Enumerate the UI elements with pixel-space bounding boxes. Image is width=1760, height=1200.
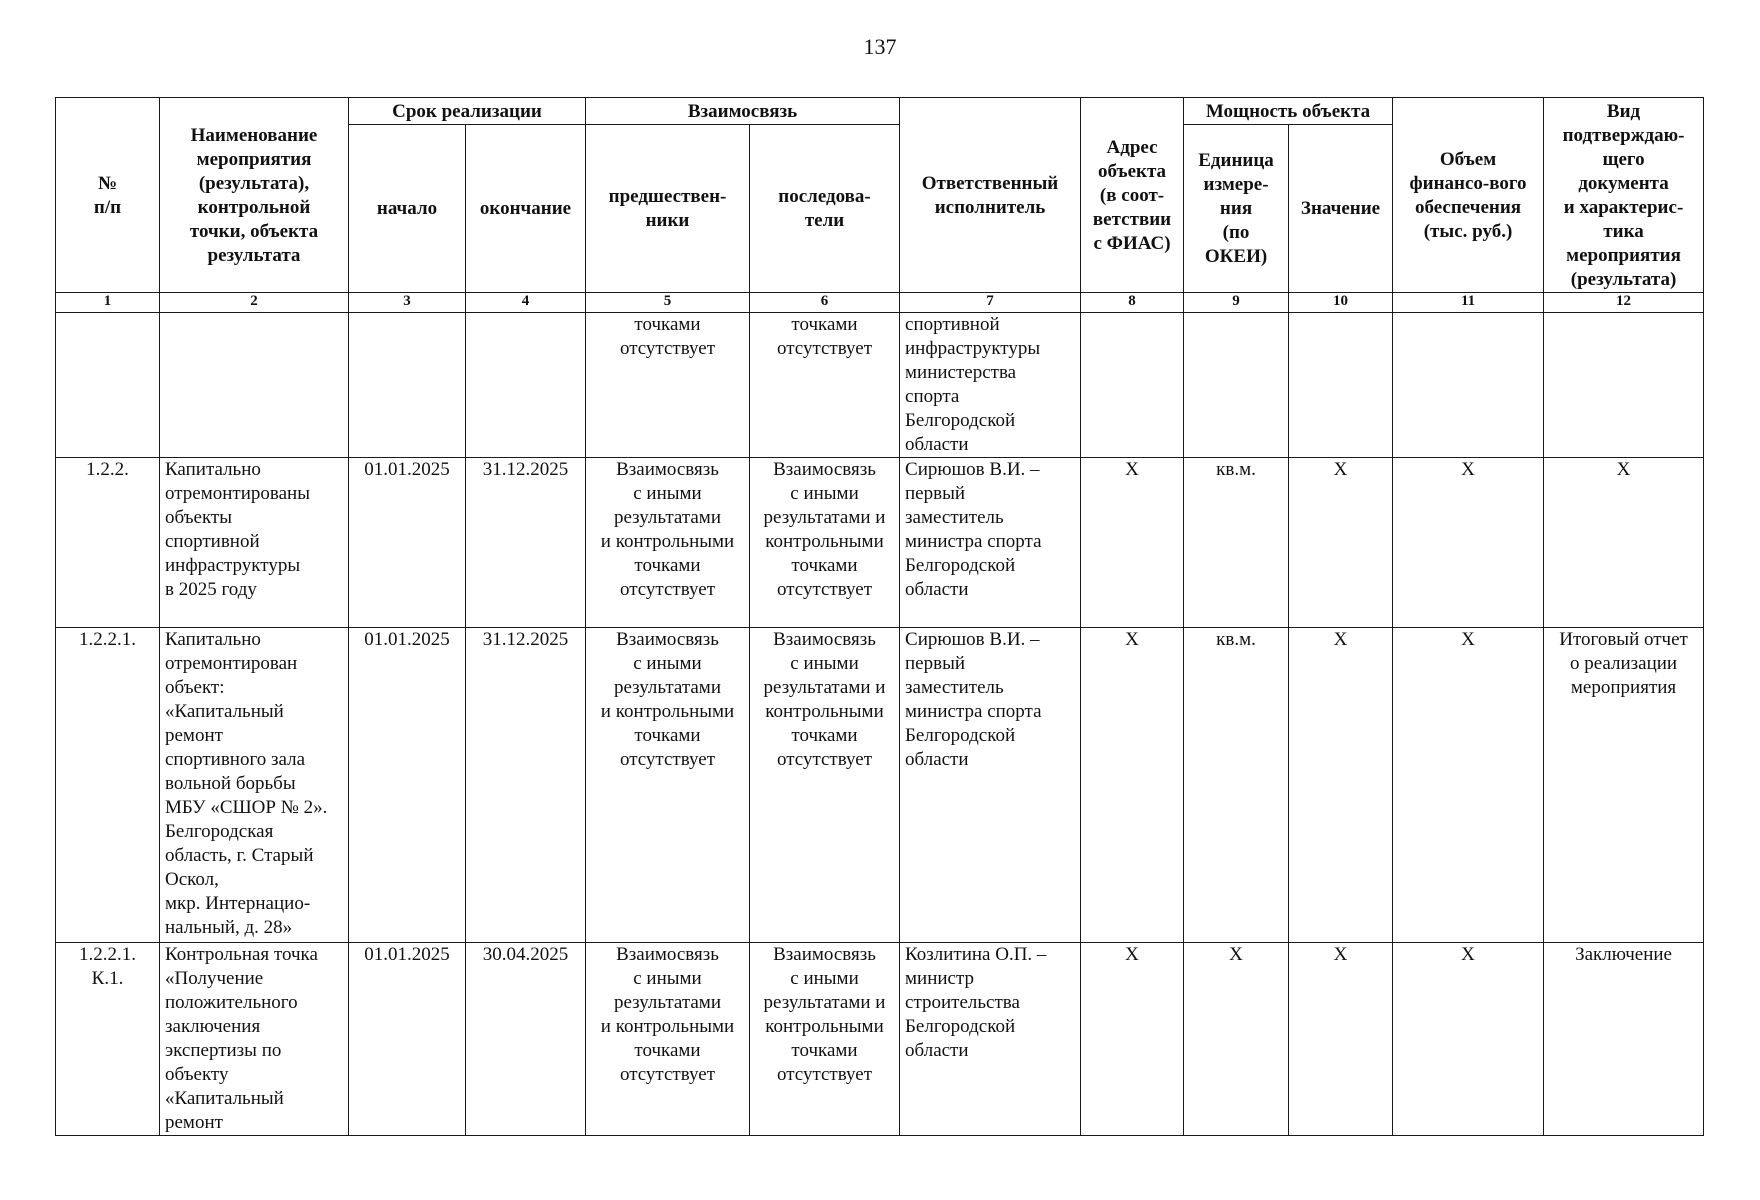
header-relation-next: последова- тели: [750, 125, 900, 293]
header-name: Наименование мероприятия (результата), контрольной точки, объекта результата: [160, 98, 349, 293]
header-value: Значение: [1289, 125, 1393, 293]
cell-unit: X: [1184, 943, 1289, 1136]
col-number: 4: [466, 293, 586, 313]
cell-num: 1.2.2.: [56, 458, 160, 628]
header-relation-prev: предшествен- ники: [586, 125, 750, 293]
cell-prev: Взаимосвязь с иными результатами и контрольными точками отсутствует: [586, 458, 750, 628]
cell-doc: [1544, 313, 1704, 458]
cell-name: Капитально отремонтирован объект: «Капитальный ремонт спортивного зала вольной борьбы МБУ «СШОР № 2». Белгородская область, г. Старый Оскол, мкр. Интернацио- нальный, д. 28»: [160, 628, 349, 943]
cell-name: Контрольная точка «Получение положительного заключения экспертизы по объекту «Капитальный ремонт: [160, 943, 349, 1136]
cell-next: Взаимосвязь с иными результатами и контрольными точками отсутствует: [750, 943, 900, 1136]
table-header: [56, 98, 1704, 313]
header-capacity-group: Мощность объекта: [1184, 98, 1393, 125]
cell-value: [1289, 313, 1393, 458]
cell-doc: Заключение: [1544, 943, 1704, 1136]
cell-start: 01.01.2025: [349, 943, 466, 1136]
cell-prev: Взаимосвязь с иными результатами и контрольными точками отсутствует: [586, 943, 750, 1136]
header-unit: Единица измере- ния (по ОКЕИ): [1184, 125, 1289, 293]
cell-value: X: [1289, 458, 1393, 628]
cell-name: Капитально отремонтированы объекты спортивной инфраструктуры в 2025 году: [160, 458, 349, 628]
header-period-group: Срок реализации: [349, 98, 586, 125]
table-row: [56, 943, 1704, 1136]
cell-value: X: [1289, 943, 1393, 1136]
cell-address: X: [1081, 458, 1184, 628]
column-number-row: [56, 293, 1704, 313]
cell-finance: X: [1393, 628, 1544, 943]
cell-unit: кв.м.: [1184, 458, 1289, 628]
col-number: 8: [1081, 293, 1184, 313]
col-number: 3: [349, 293, 466, 313]
cell-unit: кв.м.: [1184, 628, 1289, 943]
cell-value: X: [1289, 628, 1393, 943]
cell-address: X: [1081, 628, 1184, 943]
col-number: 12: [1544, 293, 1704, 313]
col-number: 1: [56, 293, 160, 313]
cell-prev: точками отсутствует: [586, 313, 750, 458]
cell-doc: Итоговый отчет о реализации мероприятия: [1544, 628, 1704, 943]
col-number: 5: [586, 293, 750, 313]
cell-name: [160, 313, 349, 458]
header-relation-group: Взаимосвязь: [586, 98, 900, 125]
col-number: 2: [160, 293, 349, 313]
table-row: [56, 313, 1704, 458]
cell-responsible: спортивной инфраструктуры министерства спорта Белгородской области: [900, 313, 1081, 458]
cell-num: 1.2.2.1. К.1.: [56, 943, 160, 1136]
cell-num: [56, 313, 160, 458]
cell-finance: X: [1393, 458, 1544, 628]
cell-doc: X: [1544, 458, 1704, 628]
cell-address: X: [1081, 943, 1184, 1136]
table-body: [56, 313, 1704, 1136]
cell-responsible: Козлитина О.П. – министр строительства Белгородской области: [900, 943, 1081, 1136]
col-number: 10: [1289, 293, 1393, 313]
col-number: 6: [750, 293, 900, 313]
cell-end: 31.12.2025: [466, 458, 586, 628]
cell-responsible: Сирюшов В.И. – первый заместитель министра спорта Белгородской области: [900, 458, 1081, 628]
cell-start: 01.01.2025: [349, 628, 466, 943]
table-row: [56, 458, 1704, 628]
header-finance: Объем финансо-вого обеспечения (тыс. руб.): [1393, 98, 1544, 293]
header-doc-type: Вид подтверждаю- щего документа и характерис- тика мероприятия (результата): [1544, 98, 1704, 293]
header-period-start: начало: [349, 125, 466, 293]
header-period-end: окончание: [466, 125, 586, 293]
cell-end: 30.04.2025: [466, 943, 586, 1136]
col-number: 9: [1184, 293, 1289, 313]
cell-start: [349, 313, 466, 458]
cell-prev: Взаимосвязь с иными результатами и контрольными точками отсутствует: [586, 628, 750, 943]
header-address: Адрес объекта (в соот- ветствии с ФИАС): [1081, 98, 1184, 293]
events-table: [55, 97, 1704, 1136]
cell-next: точками отсутствует: [750, 313, 900, 458]
col-number: 11: [1393, 293, 1544, 313]
cell-end: [466, 313, 586, 458]
cell-num: 1.2.2.1.: [56, 628, 160, 943]
cell-end: 31.12.2025: [466, 628, 586, 943]
cell-finance: X: [1393, 943, 1544, 1136]
cell-finance: [1393, 313, 1544, 458]
header-responsible: Ответственный исполнитель: [900, 98, 1081, 293]
table-row: [56, 628, 1704, 943]
cell-responsible: Сирюшов В.И. – первый заместитель министра спорта Белгородской области: [900, 628, 1081, 943]
cell-next: Взаимосвязь с иными результатами и контрольными точками отсутствует: [750, 628, 900, 943]
cell-next: Взаимосвязь с иными результатами и контрольными точками отсутствует: [750, 458, 900, 628]
page-number: 137: [863, 34, 897, 59]
col-number: 7: [900, 293, 1081, 313]
header-num: № п/п: [56, 98, 160, 293]
cell-unit: [1184, 313, 1289, 458]
cell-address: [1081, 313, 1184, 458]
cell-start: 01.01.2025: [349, 458, 466, 628]
